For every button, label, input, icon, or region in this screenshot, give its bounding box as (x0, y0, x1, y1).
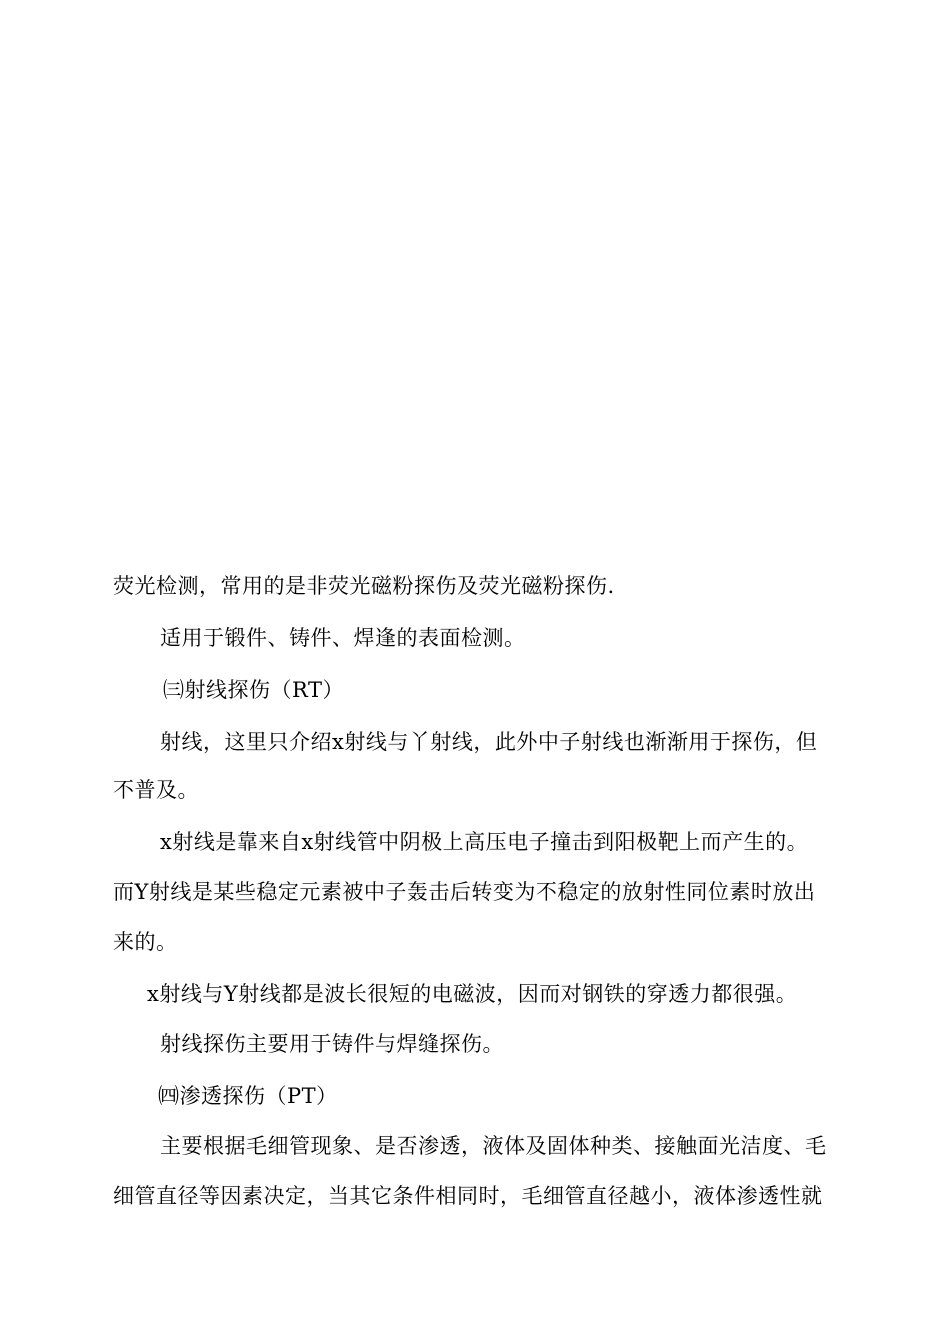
text-line-1: 荧光检测，常用的是非荧光磁粉探伤及荧光磁粉探伤. (113, 574, 615, 598)
text-line-10: 主要根据毛细管现象、是否渗透，液体及固体种类、接触面光洁度、毛 (160, 1134, 827, 1158)
text-line-8: x射线与Y射线都是波长很短的电磁波，因而对钢铁的穿透力都很强。 (147, 982, 798, 1006)
text-line-3: 射线，这里只介绍x射线与丫射线，此外中子射线也渐渐用于探伤，但 (160, 730, 818, 754)
section-heading-rt: ㈢射线探伤（RT） (163, 678, 344, 702)
text-line-4: 不普及。 (113, 778, 199, 802)
text-line-2: 适用于锻件、铸件、焊逢的表面检测。 (160, 626, 526, 650)
text-line-7: 来的。 (113, 930, 178, 954)
section-heading-pt: ㈣渗透探伤（PT） (158, 1084, 338, 1108)
text-line-11: 细管直径等因素决定，当其它条件相同时，毛细管直径越小，液体渗透性就 (113, 1184, 823, 1208)
text-line-5: x射线是靠来自x射线管中阴极上高压电子撞击到阳极靶上而产生的。 (160, 830, 809, 854)
text-line-9: 射线探伤主要用于铸件与焊缝探伤。 (160, 1032, 504, 1056)
text-line-6: 而Y射线是某些稳定元素被中子轰击后转变为不稳定的放射性同位素时放出 (113, 880, 816, 904)
